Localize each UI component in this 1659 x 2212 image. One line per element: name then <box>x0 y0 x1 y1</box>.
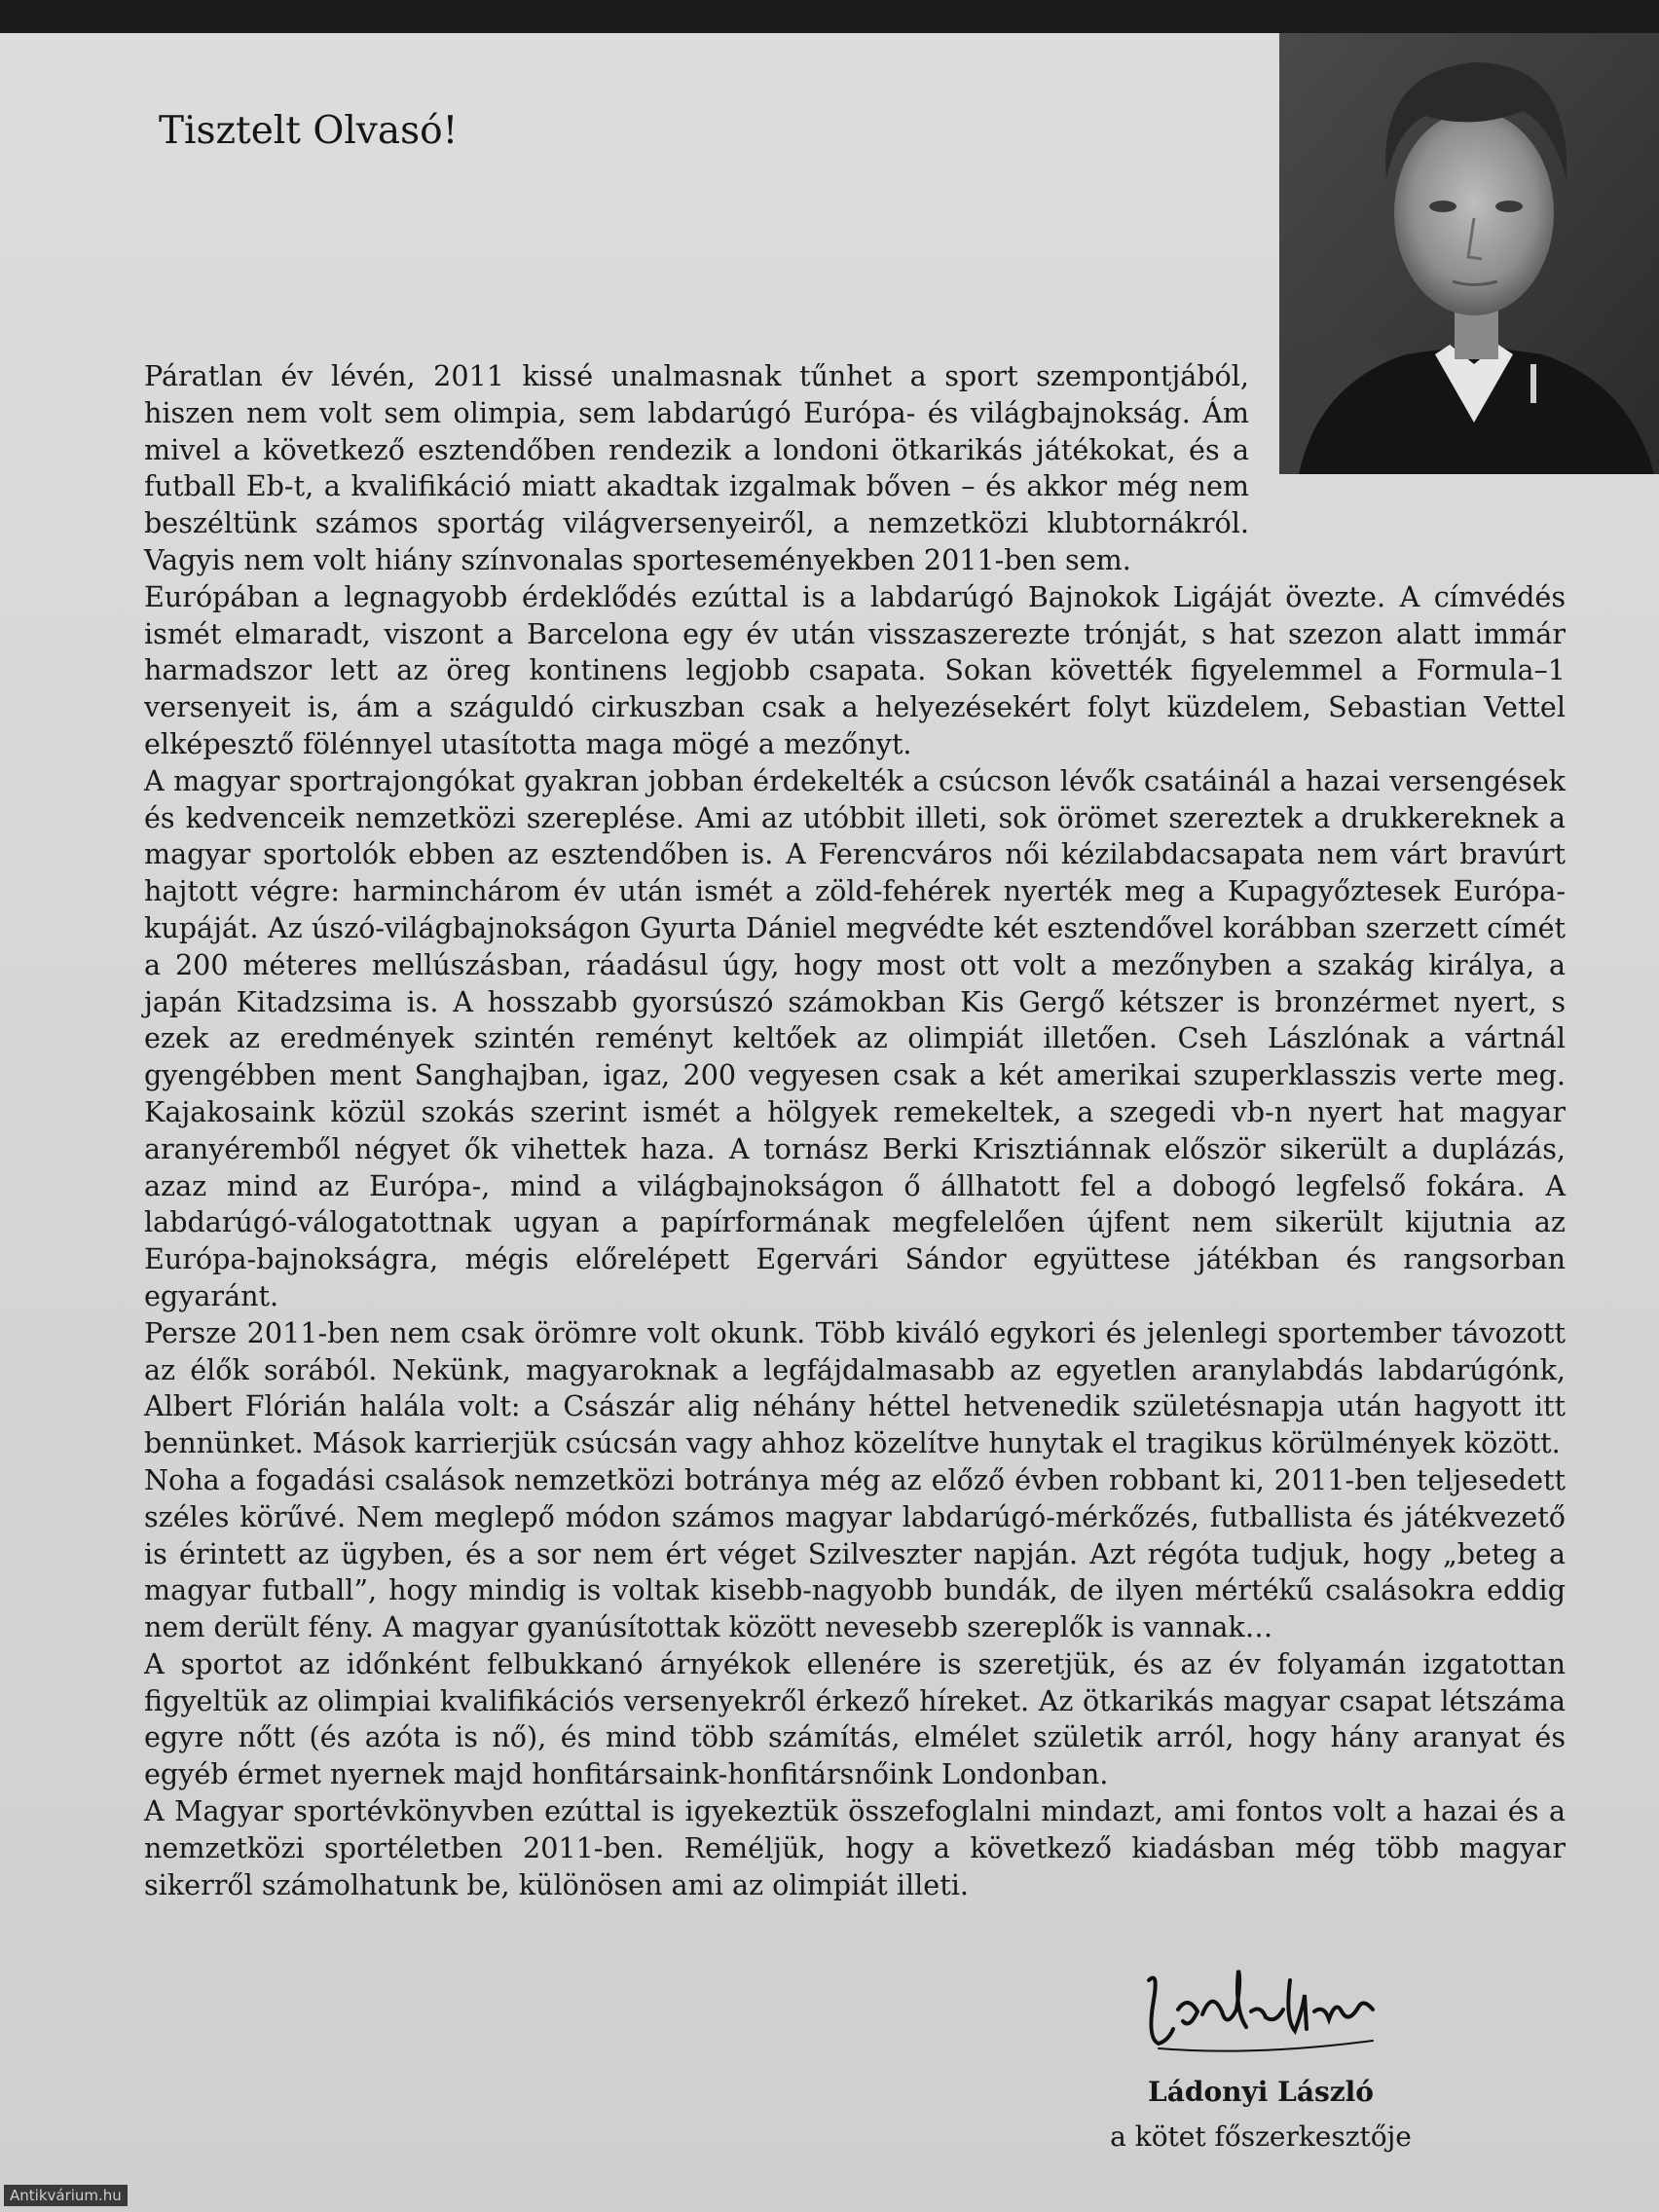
paragraph: A magyar sportrajongókat gyakran jobban érdekelték a csúcson lévők csatáinál a hazai versengések és kedvenceik nemzetközi szereplése. Ami az utóbbit illeti, sok örömet szereztek a drukkereknek a magyar sportolók ebben az esztendőben is. A Ferencváros női kézilabdacsapata nem várt bravúrt hajtott végre: harminchárom év után ismét a zöld-fehérek nyerték meg a Kupagyőztesek Európa-kupáját. Az úszó-világbajnokságon Gyurta Dániel megvédte két esztendővel korábban szerzett címét a 200 méteres mellúszásban, ráadásul úgy, hogy most ott volt a mezőnyben a szakág királya, a japán Kitadzsima is. A hosszabb gyorsúszó számokban Kis Gergő kétszer is bronzérmet nyert, s ezek az eredmények szintén reményt keltőek az olimpiát illetően. Cseh Lászlónak a vártnál gyengébben ment Sanghajban, igaz, 200 vegyesen csak a két amerikai szuperklasszis verte meg. Kajakosaink közül szokás szerint ismét a hölgyek remekeltek, a szegedi vb-n nyert hat magyar aranyéremből négyet ők vihettek haza. A tornász Berki Krisztiánnak először sikerült a duplázás, azaz mind az Európa-, mind a világbajnokságon ő állhatott fel a dobogó legfelső fokára. A labdarúgó-válogatottnak ugyan a papírformának megfelelően újfent nem sikerült kijutnia az Európa-bajnokságra, mégis előrelépett Egervári Sándor együttese játékban és rangsorban egyaránt. <box>144 763 1566 1312</box>
paragraph: Persze 2011-ben nem csak örömre volt okunk. Több kiváló egykori és jelenlegi sportember távozott az élők sorából. Nekünk, magyaroknak a legfájdalmasabb az egyetlen aranylabdás labdarúgónk, Albert Flórián halála volt: a Császár alig néhány héttel hetvenedik születésnapja után hagyott itt bennünket. Mások karrierjük csúcsán vagy ahhoz közelítve hunytak el tragikus körülmények között. <box>144 1315 1566 1460</box>
paragraph: Európában a legnagyobb érdeklődés ezúttal is a labdarúgó Bajnokok Ligáját övezte. A címvédés ismét elmaradt, viszont a Barcelona egy év után visszaszerezte trónját, s hat szezon alatt immár harmadszor lett az öreg kontinens legjobb csapata. Sokan követték figyelemmel a Formula–1 versenyeit is, ám a száguldó cirkuszban csak a helyezésekért folyt küzdelem, Sebastian Vettel elképesztő fölénnyel utasította maga mögé a mezőnyt. <box>144 579 1566 760</box>
signature-name: Ládonyi László <box>1148 2076 1374 2108</box>
signature-block <box>1100 1951 1421 2185</box>
letter-body <box>144 358 1566 1903</box>
page-title: Tisztelt Olvasó! <box>159 109 459 153</box>
paragraph: Páratlan év lévén, 2011 kissé unalmasnak tűnhet a sport szempontjából, hiszen nem volt sem olimpia, sem labdarúgó Európa- és világbajnokság. Ám mivel a következő esztendőben rendezik a londoni ötkarikás játékokat, és a futball Eb-t, a kvalifikáció miatt akadtak izgalmak bőven – és akkor még nem beszéltünk számos sportág világversenyeiről, a nemzetközi klubtornákról. Vagyis nem volt hiány színvonalas sporteseményekben 2011-ben sem. <box>144 359 1249 576</box>
paragraph: Noha a fogadási csalások nemzetközi botránya még az előző évben robbant ki, 2011-ben teljesedett széles körűvé. Nem meglepő módon számos magyar labdarúgó-mérkőzés, futballista és játékvezető is érintett az ügyben, és a sor nem ért véget Szilveszter napján. Azt régóta tudjuk, hogy „beteg a magyar futball”, hogy mindig is voltak kisebb-nagyobb bundák, de ilyen mértékű csalásokra eddig nem derült fény. A magyar gyanúsítottak között nevesebb szereplők is vannak… <box>144 1462 1566 1644</box>
document-page <box>0 33 1659 2212</box>
signature-role: a kötet főszerkesztője <box>1110 2120 1412 2153</box>
handwritten-signature <box>1129 1951 1392 2058</box>
watermark-label: Antikvárium.hu <box>4 2185 128 2206</box>
paragraph: A sportot az időnként felbukkanó árnyékok ellenére is szeretjük, és az év folyamán izgatottan figyeltük az olimpiai kvalifikációs versenyekről érkező híreket. Az ötkarikás magyar csapat létszáma egyre nőtt (és azóta is nő), és mind több számítás, elmélet születik arról, hogy hány aranyat és egyéb érmet nyernek majd honfitársaink-honfitársnőink Londonban. <box>144 1646 1566 1791</box>
portrait-image <box>1279 33 1659 474</box>
author-photo <box>1279 33 1659 474</box>
paragraph: A Magyar sportévkönyvben ezúttal is igyekeztük összefoglalni mindazt, ami fontos volt a hazai és a nemzetközi sportéletben 2011-ben. Reméljük, hogy a következő kiadásban még több magyar sikerről számolhatunk be, különösen ami az olimpiát illeti. <box>144 1794 1566 1901</box>
